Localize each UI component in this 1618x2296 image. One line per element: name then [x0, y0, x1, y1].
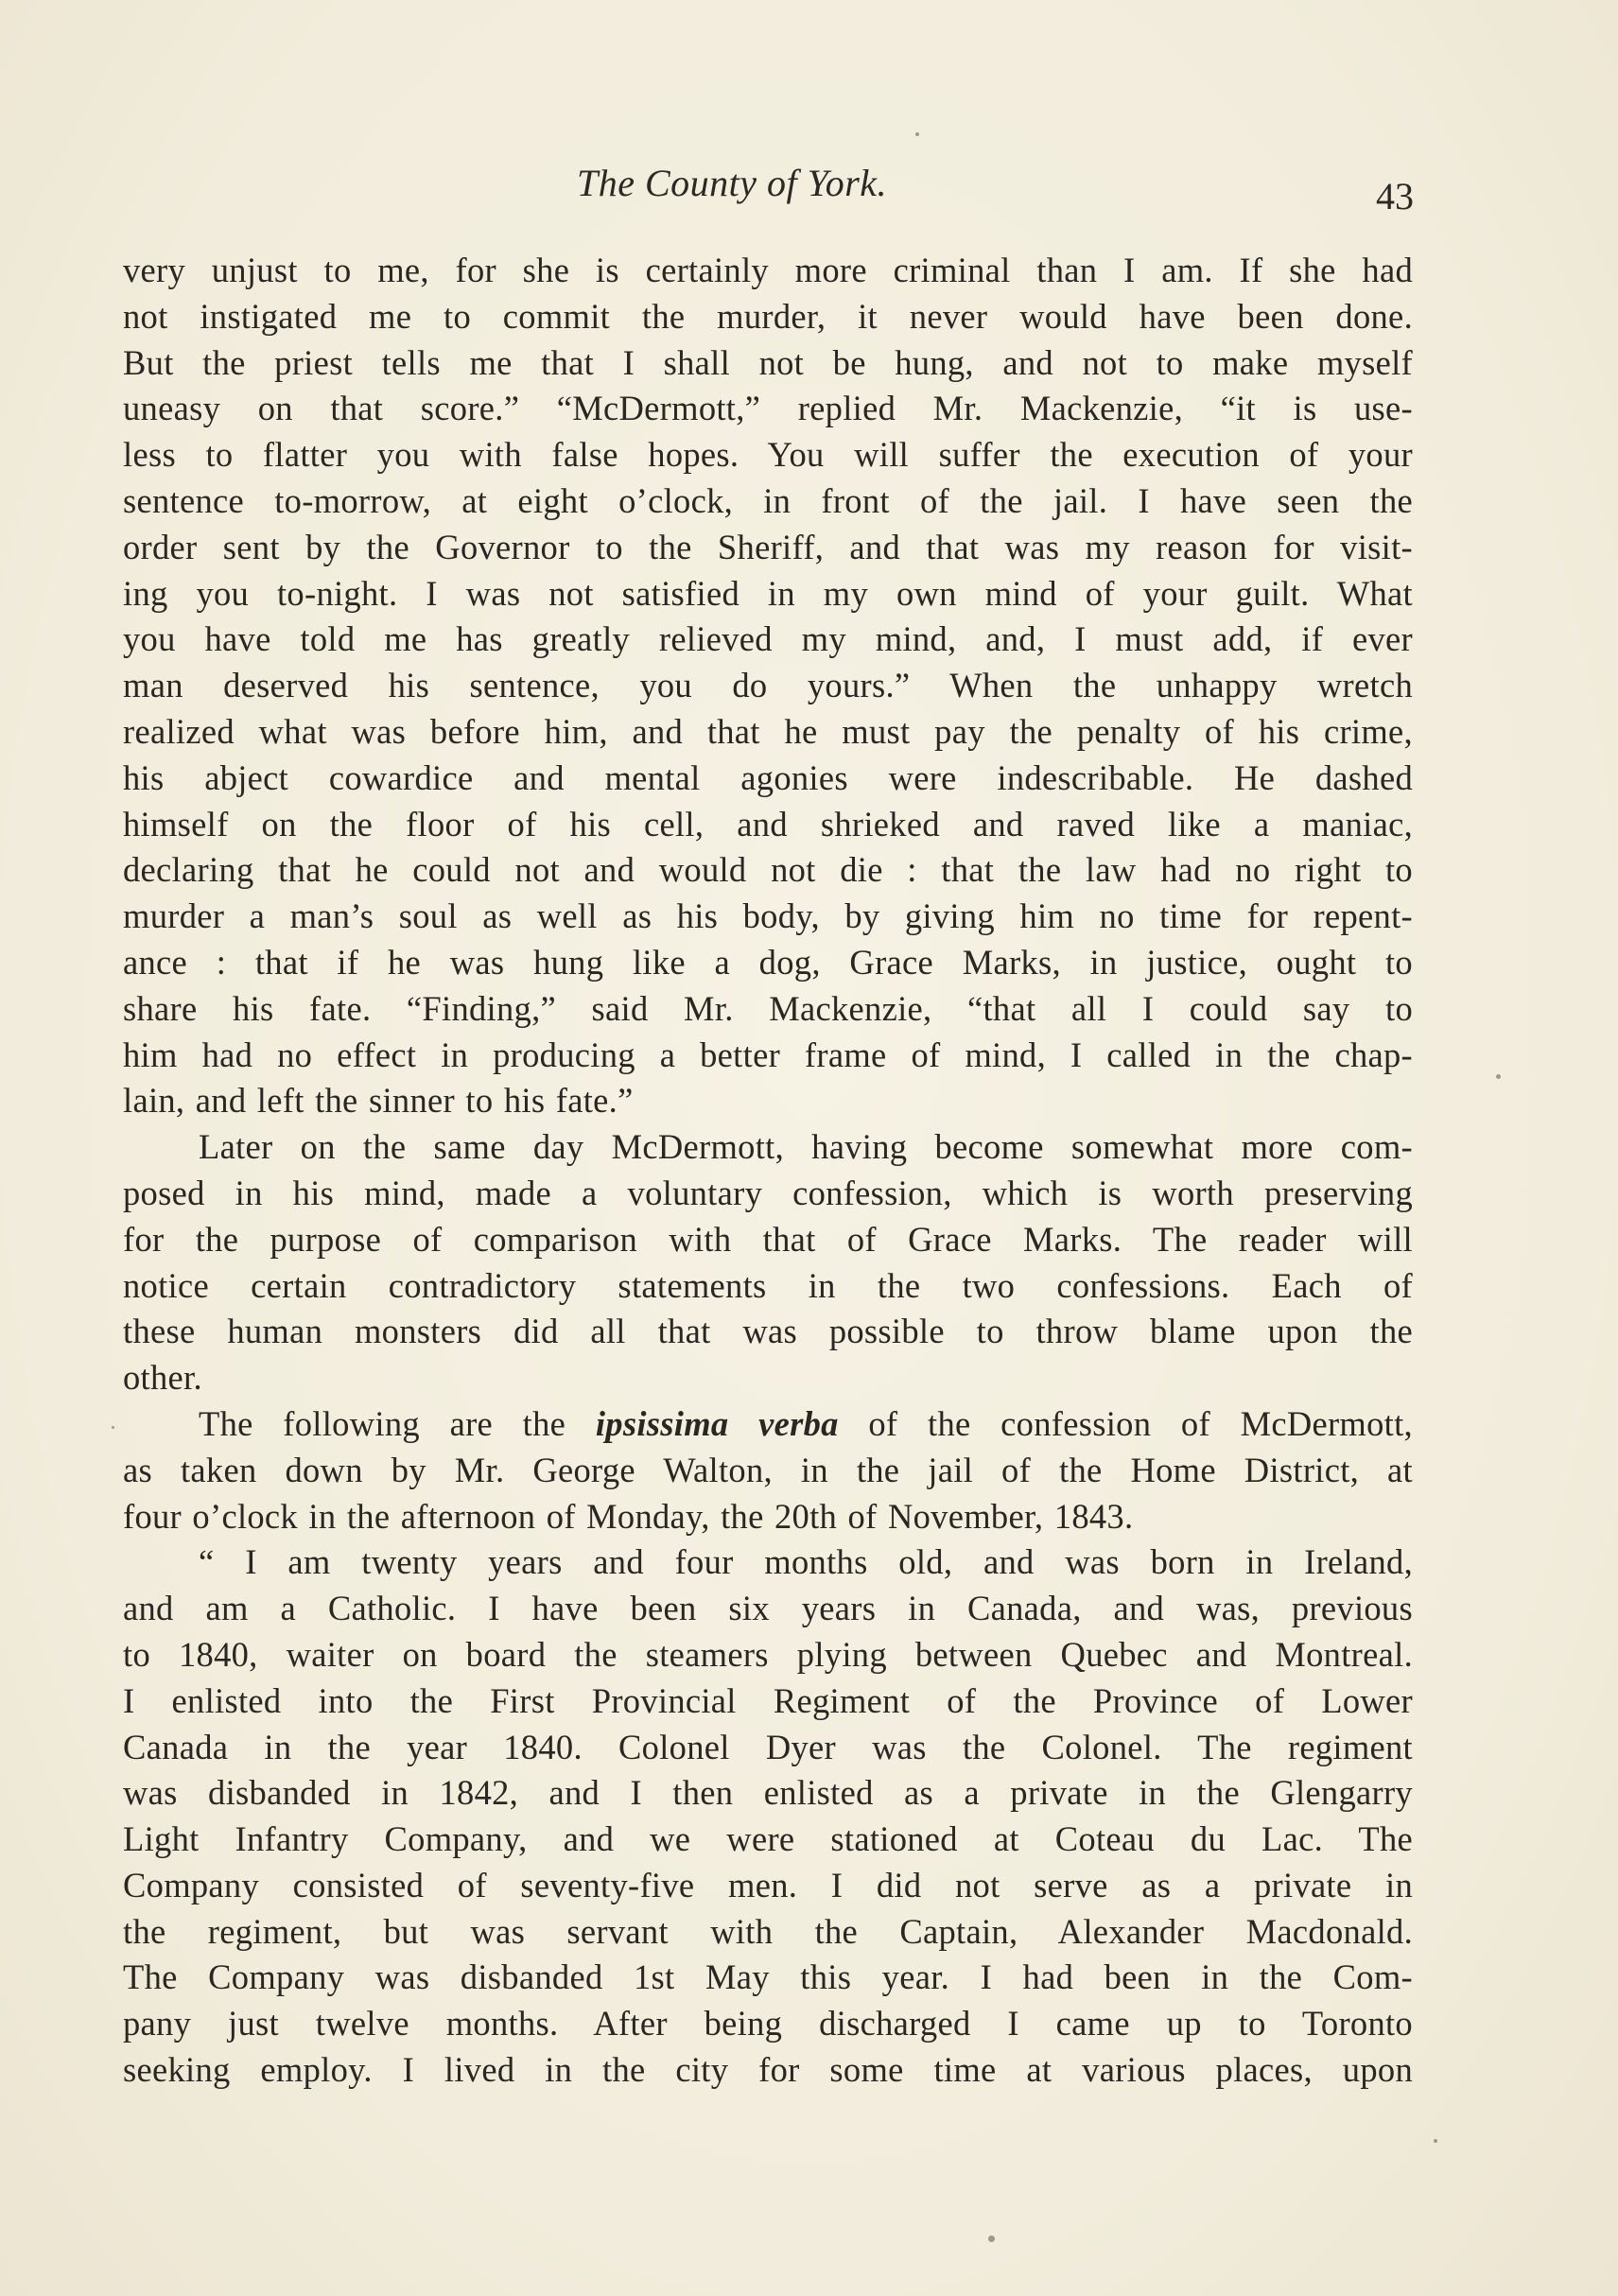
text-line: Later on the same day McDermott, having become somewhat more com-	[199, 1127, 1413, 1167]
text-line: him had no effect in producing a better frame of mind, I called in the chap-	[123, 1035, 1413, 1074]
paper-speck	[915, 132, 919, 136]
text-line: other.	[123, 1358, 202, 1398]
page-number: 43	[1376, 175, 1414, 217]
text-line: the regiment, but was servant with the Captain, Alexander Macdonald.	[123, 1911, 1413, 1951]
text-line: pany just twelve months. After being discharged I came up to Toronto	[123, 2004, 1413, 2044]
text-line: very unjust to me, for she is certainly more criminal than I am. If she had	[123, 251, 1413, 289]
text-line: But the priest tells me that I shall not be hung, and not to make myself	[123, 342, 1413, 382]
paper-speck	[988, 2235, 995, 2242]
text-run: of the confession of McDermott,	[838, 1403, 1413, 1443]
text-line: man deserved his sentence, you do yours.” When the unhappy wretch	[123, 666, 1413, 705]
latin-phrase: ipsissima verba	[595, 1403, 839, 1443]
text-line: ance : that if he was hung like a dog, Grace Marks, in justice, ought to	[123, 942, 1413, 982]
text-line: I enlisted into the First Provincial Regiment of the Province of Lower	[123, 1680, 1413, 1720]
text-line: notice certain contradictory statements in the two confessions. Each of	[123, 1265, 1413, 1305]
paragraph-4	[123, 1539, 1413, 2094]
text-line: ing you to-night. I was not satisfied in my own mind of your guilt. What	[123, 573, 1413, 613]
text-line: declaring that he could not and would not die : that the law had no right to	[123, 850, 1413, 890]
text-line: was disbanded in 1842, and I then enlisted as a private in the Glengarry	[123, 1773, 1413, 1813]
text-line: for the purpose of comparison with that of Grace Marks. The reader will	[123, 1219, 1413, 1259]
text-line: four o’clock in the afternoon of Monday, the 20th of November, 1843.	[123, 1496, 1134, 1536]
text-line: his abject cowardice and mental agonies were indescribable. He dashed	[123, 757, 1413, 797]
text-line: less to flatter you with false hopes. You will suffer the execution of your	[123, 435, 1413, 475]
text-line: these human monsters did all that was possible to throw blame upon the	[123, 1312, 1413, 1351]
text-line: Canada in the year 1840. Colonel Dyer was the Colonel. The regiment	[123, 1727, 1413, 1766]
running-head	[0, 153, 1618, 217]
text-line: seeking employ. I lived in the city for some time at various places, upon	[123, 2050, 1413, 2090]
text-line: lain, and left the sinner to his fate.”	[123, 1081, 634, 1121]
text-line: himself on the floor of his cell, and shrieked and raved like a maniac,	[123, 804, 1413, 844]
text-line: sentence to-morrow, at eight o’clock, in front of the jail. I have seen the	[123, 480, 1413, 520]
text-line: you have told me has greatly relieved my mind, and, I must add, if ever	[123, 619, 1413, 659]
text-line: and am a Catholic. I have been six years in Canada, and was, previous	[123, 1589, 1413, 1628]
text-line: Company consisted of seventy-five men. I did not serve as a private in	[123, 1865, 1413, 1905]
paper-speck	[112, 1426, 114, 1429]
paragraph-1	[123, 248, 1413, 1124]
text-line: order sent by the Governor to the Sheriff, and that was my reason for visit-	[123, 527, 1413, 566]
text-line: share his fate. “Finding,” said Mr. Mackenzie, “that all I could say to	[123, 988, 1413, 1028]
paper-speck	[1434, 2139, 1437, 2143]
text-line: The Company was disbanded 1st May this year. I had been in the Com-	[123, 1957, 1413, 1997]
text-line: posed in his mind, made a voluntary confession, which is worth preserving	[123, 1173, 1413, 1212]
text-line: uneasy on that score.” “McDermott,” replied Mr. Mackenzie, “it is use-	[123, 389, 1413, 428]
text-line: “ I am twenty years and four months old, and was born in Ireland,	[199, 1542, 1413, 1582]
text-run: The following are the	[199, 1403, 596, 1443]
page-header-title: The County of York.	[577, 162, 888, 204]
text-line	[123, 1401, 1413, 1448]
paragraph-3	[123, 1401, 1413, 1539]
text-line: realized what was before him, and that he must pay the penalty of his crime,	[123, 711, 1413, 751]
text-line: murder a man’s soul as well as his body, by giving him no time for repent-	[123, 896, 1413, 936]
text-line: to 1840, waiter on board the steamers plying between Quebec and Montreal.	[123, 1634, 1413, 1674]
body-text	[123, 248, 1413, 2094]
text-line: as taken down by Mr. George Walton, in the jail of the Home District, at	[123, 1450, 1413, 1489]
paragraph-2	[123, 1124, 1413, 1401]
text-line: Light Infantry Company, and we were stationed at Coteau du Lac. The	[123, 1819, 1413, 1859]
text-line: not instigated me to commit the murder, it never would have been done.	[123, 296, 1413, 336]
paper-speck	[1496, 1074, 1501, 1079]
